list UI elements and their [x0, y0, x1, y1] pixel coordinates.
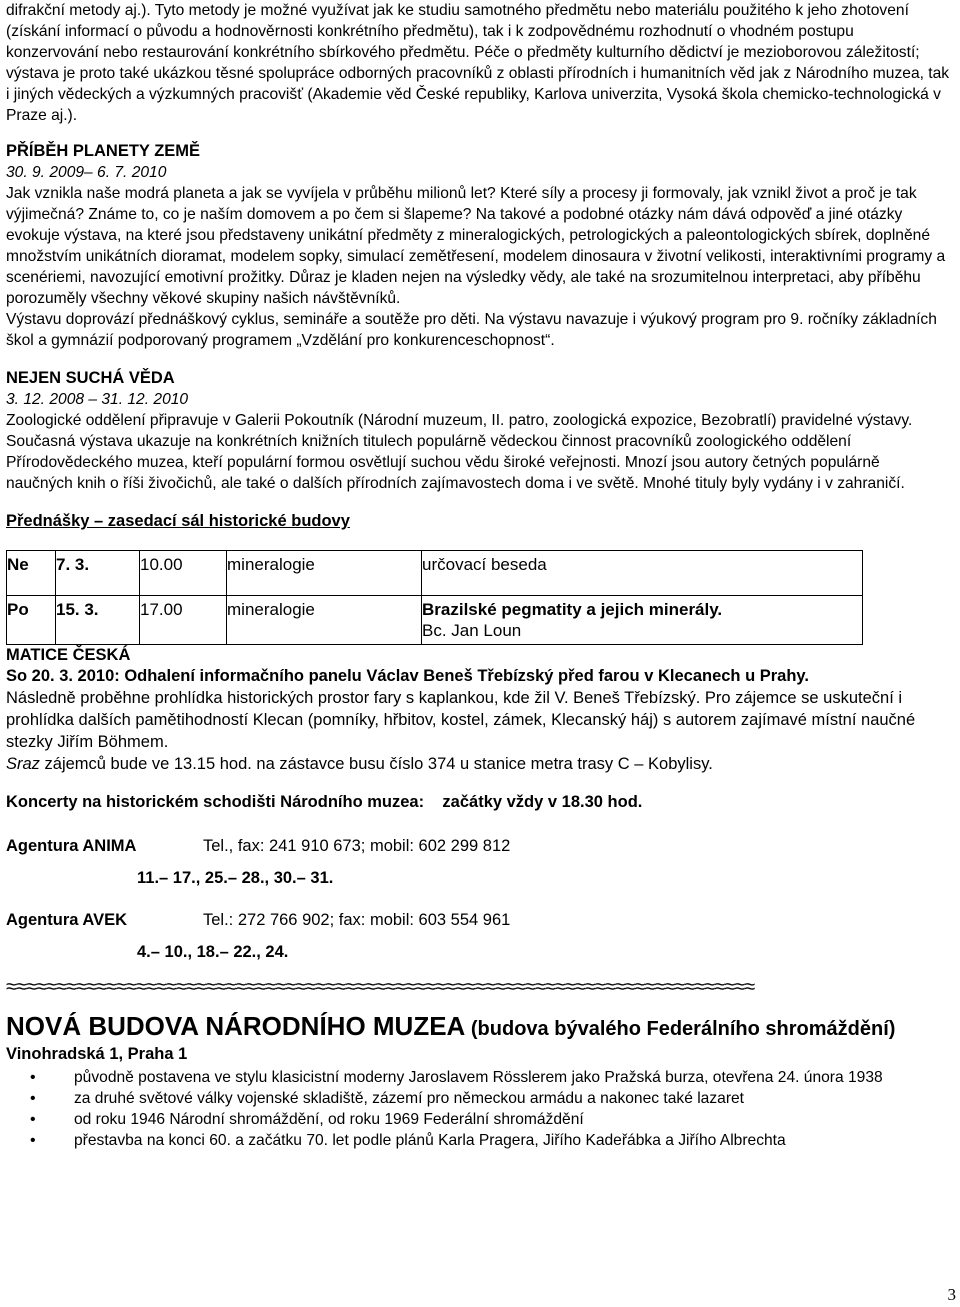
new-building-title — [6, 1011, 950, 1044]
new-building-title-main: NOVÁ BUDOVA NÁRODNÍHO MUZEA — [6, 1011, 466, 1041]
lecture-date: 15. 3. — [56, 596, 140, 645]
agency-name: Agentura AVEK — [6, 911, 128, 929]
planet-text-2: Výstavu doprovází přednáškový cyklus, semináře a soutěže pro děti. Na výstavu navazuje i výukový program pro 9. ročníky základních škol a gymnázií podporovaný programem „Vzdělání pro konkurenceschopnost“. — [6, 311, 937, 349]
agency-contact: Tel.: 272 766 902; fax: mobil: 603 554 961 — [203, 911, 511, 929]
agency-contact: Tel., fax: 241 910 673; mobil: 602 299 812 — [203, 837, 511, 855]
agency-name: Agentura ANIMA — [6, 837, 137, 855]
lecture-topic — [422, 596, 863, 645]
list-item: • přestavba na konci 60. a začátku 70. let podle plánů Karla Pragera, Jiřího Kadeřábka a Jiřího Albrechta — [74, 1130, 950, 1151]
matice-text: Následně proběhne prohlídka historických prostor fary s kaplankou, kde žil V. Beneš Třebízský. Pro zájemce se uskuteční i prohlídka dalších pamětihodností Klecan (pomníky, hřbitov, kostel, zámek, Klecanský háj) s autorem zajímavé místní naučné stezky Jiřím Böhmem. — [6, 689, 916, 751]
concerts-title: Koncerty na historickém schodišti Národního muzea: začátky vždy v 18.30 hod. — [6, 793, 643, 811]
planet-text: Jak vznikla naše modrá planeta a jak se vyvíjela v průběhu milionů let? Které síly a procesy ji formovaly, jak vznikl život a proč je tak výjimečná? Známe to, co je naším domovem a po čem si šlapeme? Na takové a podobné otázky nám dává odpověď a jiné otázky evokuje výstava, na které jsou představeny unikátní předměty z mineralogických, petrologických a paleontologických sbírek, doplněné množstvím unikátních dioramat, modelem sopky, simulací zemětřesení, modelem dinosaura v životní velikosti, interaktivními programy a scenériemi, navozující emotivní prožitky. Důraz je kladen nejen na výsledky vědy, ale také na srozumitelnou interpretaci, aby příběhu porozuměly všechny věkové skupiny našich návštěvníků. — [6, 185, 946, 307]
intro-paragraph: difrakční metody aj.). Tyto metody je možné využívat jak ke studiu samotného předmětu nebo materiálu použitého k jeho zhotovení (získání informací o původu a hodnověrnosti konkrétního předmětu), tak i k zodpovědnému rozhodnutí o vhodném postupu konzervování nebo restaurování konkrétního sbírkového předmětu. Péče o předměty kulturního dědictví je mezioborovou záležitostí; výstava je proto také ukázkou těsné spolupráce odborných pracovníků z oblasti přírodních i humanitních věd jak z Národního muzea, tak i jiných vědeckých a výzkumných pracovišť (Akademie věd České republiky, Karlova univerzita, Vysoká škola chemicko-technologická v Praze aj.). — [6, 2, 950, 124]
lecture-date: 7. 3. — [56, 551, 140, 596]
dry-title: NEJEN SUCHÁ VĚDA — [6, 369, 175, 387]
sraz-text: zájemců bude ve 13.15 hod. na zástavce busu číslo 374 u stanice metra trasy C – Kobylisy. — [39, 755, 713, 773]
lecture-day: Ne — [7, 551, 56, 596]
agency-dates: 4.– 10., 18.– 22., 24. — [137, 943, 289, 961]
table-row — [7, 551, 863, 596]
matice-headline: So 20. 3. 2010: Odhalení informačního panelu Václav Beneš Třebízský před farou v Klecanech u Prahy. — [6, 667, 809, 685]
list-item: • původně postavena ve stylu klasicistní moderny Jaroslavem Rösslerem jako Pražská burza, otevřena 24. února 1938 — [74, 1067, 950, 1088]
matice-title: MATICE ČESKÁ — [6, 646, 131, 664]
table-row — [7, 596, 863, 645]
lecture-topic — [422, 551, 863, 596]
agency-dates: 11.– 17., 25.– 28., 30.– 31. — [137, 869, 334, 887]
lectures-title: Přednášky – zasedací sál historické budovy — [6, 512, 350, 530]
lecture-day: Po — [7, 596, 56, 645]
agency-anima — [6, 835, 950, 857]
matice-sraz — [6, 753, 950, 775]
wave-separator: ≈≈≈≈≈≈≈≈≈≈≈≈≈≈≈≈≈≈≈≈≈≈≈≈≈≈≈≈≈≈≈≈≈≈≈≈≈≈≈≈≈≈≈≈≈≈≈≈≈≈≈≈≈≈≈≈≈≈≈≈≈≈≈≈≈≈≈≈≈≈≈≈≈≈≈ — [6, 977, 755, 997]
lecture-time: 10.00 — [140, 551, 227, 596]
lecture-topic-text: Brazilské pegmatity a jejich minerály. — [422, 600, 723, 619]
new-building-subtitle: (budova bývalého Federálního shromáždění) — [465, 1018, 896, 1040]
lecture-time: 17.00 — [140, 596, 227, 645]
dry-text: Zoologické oddělení připravuje v Galerii Pokoutník (Národní muzeum, II. patro, zoologická expozice, Bezobratlí) pravidelné výstavy. Současná výstava ukazuje na konkrétních knižních titulech populárně vědeckou činnost pracovníků zoologického oddělení Přírodovědeckého muzea, kteří populární formou osvětlují suchou vědu široké veřejnosti. Mnozí jsou autory četných populárně naučných knih o říši živočichů, ale také o dalších přírodních zajímavostech doma i ve světě. Mnohé tituly byly vydány i v zahraničí. — [6, 412, 913, 492]
planet-dates: 30. 9. 2009– 6. 7. 2010 — [6, 164, 167, 181]
list-item: • od roku 1946 Národní shromáždění, od roku 1969 Federální shromáždění — [74, 1109, 950, 1130]
new-building-address: Vinohradská 1, Praha 1 — [6, 1045, 188, 1063]
lecture-field: mineralogie — [227, 596, 422, 645]
dry-dates: 3. 12. 2008 – 31. 12. 2010 — [6, 391, 189, 408]
page-number: 3 — [947, 1285, 956, 1304]
lecture-topic-text: určovací beseda — [422, 555, 547, 574]
sraz-label: Sraz — [6, 755, 40, 773]
lecture-speaker: Bc. Jan Loun — [422, 621, 522, 640]
lectures-table — [6, 550, 863, 645]
agency-avek — [6, 909, 950, 931]
list-item: • za druhé světové války vojenské skladiště, zázemí pro německou armádu a nakonec také lazaret — [74, 1088, 950, 1109]
new-building-list — [6, 1067, 950, 1151]
lecture-field: mineralogie — [227, 551, 422, 596]
planet-title: PŘÍBĚH PLANETY ZEMĚ — [6, 142, 201, 160]
